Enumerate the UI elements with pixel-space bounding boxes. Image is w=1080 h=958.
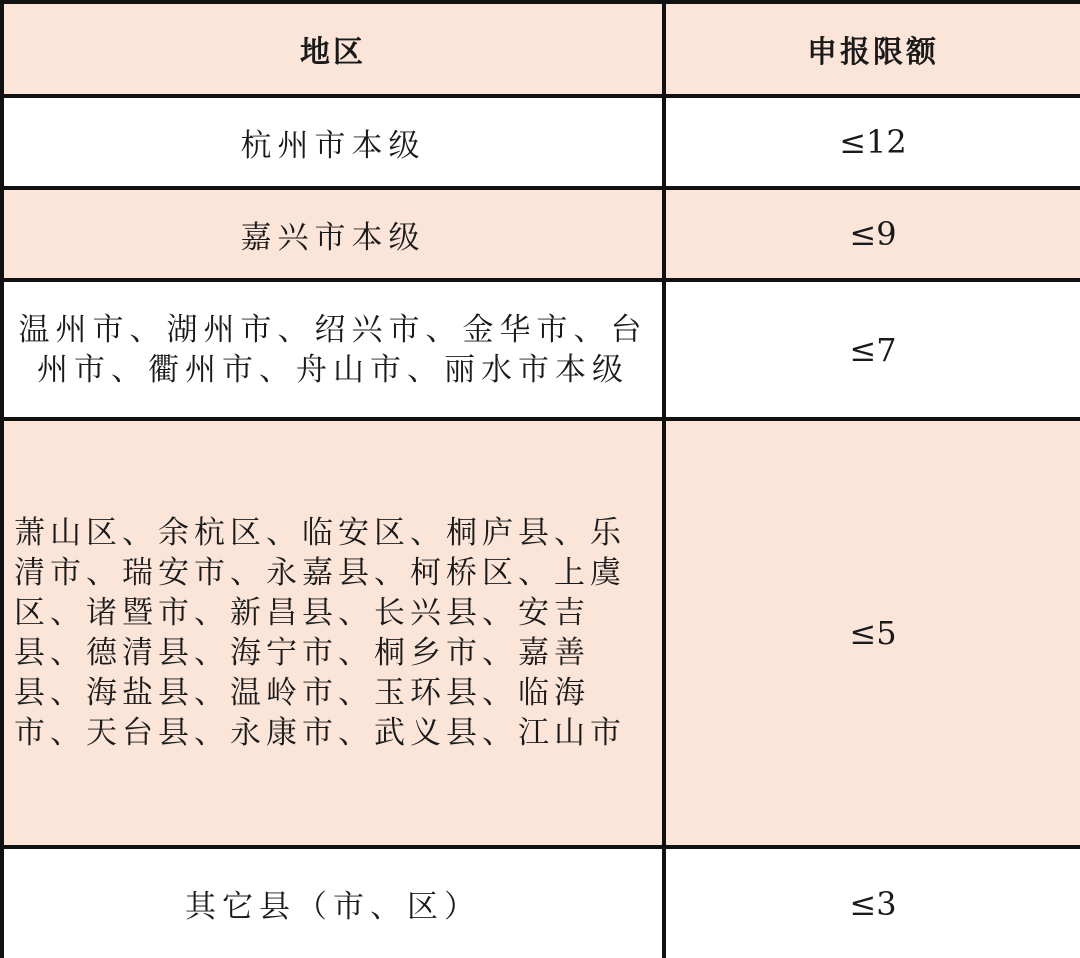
limit-cell: ≤7 bbox=[664, 280, 1080, 419]
header-region: 地区 bbox=[2, 2, 664, 96]
limit-cell: ≤9 bbox=[664, 188, 1080, 280]
table-row bbox=[2, 847, 1080, 958]
region-cell: 温州市、湖州市、绍兴市、金华市、台州市、衢州市、舟山市、丽水市本级 bbox=[2, 280, 664, 419]
limit-cell: ≤5 bbox=[664, 419, 1080, 847]
region-cell: 杭州市本级 bbox=[2, 96, 664, 188]
limit-cell: ≤3 bbox=[664, 847, 1080, 958]
region-cell: 嘉兴市本级 bbox=[2, 188, 664, 280]
table-header-row bbox=[2, 2, 1080, 96]
table-row bbox=[2, 96, 1080, 188]
region-cell: 萧山区、余杭区、临安区、桐庐县、乐清市、瑞安市、永嘉县、柯桥区、上虞区、诸暨市、新昌县、长兴县、安吉县、德清县、海宁市、桐乡市、嘉善县、海盐县、温岭市、玉环县、临海市、天台县、永康市、武义县、江山市 bbox=[2, 419, 664, 847]
table-row bbox=[2, 188, 1080, 280]
limit-cell: ≤12 bbox=[664, 96, 1080, 188]
table-row bbox=[2, 419, 1080, 847]
table-row bbox=[2, 280, 1080, 419]
header-limit: 申报限额 bbox=[664, 2, 1080, 96]
region-cell: 其它县（市、区） bbox=[2, 847, 664, 958]
